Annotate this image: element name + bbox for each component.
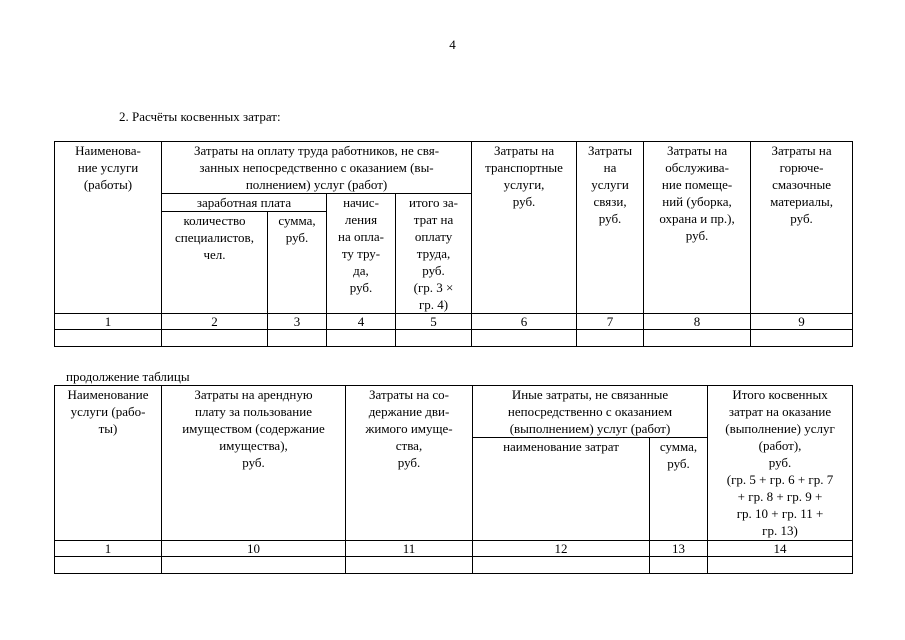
header-accruals: начис- ления на опла- ту тру- да, руб. xyxy=(327,194,396,314)
header-labor-total: итого за- трат на оплату труда, руб. (гр. 3 × гр. 4) xyxy=(396,194,472,314)
header-service-name: Наименова- ние услуги (работы) xyxy=(55,142,162,314)
header-labor-costs: Затраты на оплату труда работников, не свя- занных непосредственно с оказанием (вы- полнением) услуг (работ) xyxy=(162,142,472,194)
table-row xyxy=(55,557,853,574)
column-number: 11 xyxy=(346,541,473,557)
header-salary: заработная плата xyxy=(162,194,327,212)
empty-cell[interactable] xyxy=(162,330,268,347)
indirect-costs-table-continued xyxy=(54,385,853,574)
empty-cell[interactable] xyxy=(708,557,853,574)
header-service-name: Наименование услуги (рабо- ты) xyxy=(55,386,162,541)
header-transport: Затраты на транспортные услуги, руб. xyxy=(472,142,577,314)
column-number: 2 xyxy=(162,314,268,330)
page-number: 4 xyxy=(449,37,456,52)
empty-cell[interactable] xyxy=(162,557,346,574)
header-maintenance: Затраты на обслужива- ние помеще- ний (уборка, охрана и пр.), руб. xyxy=(644,142,751,314)
section-title: 2. Расчёты косвенных затрат: xyxy=(119,109,281,124)
header-movable-property: Затраты на со- держание дви- жимого имуще- ства, руб. xyxy=(346,386,473,541)
header-communication: Затраты на услуги связи, руб. xyxy=(577,142,644,314)
header-other-costs-sum: сумма, руб. xyxy=(650,438,708,541)
empty-cell[interactable] xyxy=(268,330,327,347)
column-number: 4 xyxy=(327,314,396,330)
column-number: 14 xyxy=(708,541,853,557)
empty-cell[interactable] xyxy=(346,557,473,574)
column-numbers-row xyxy=(55,314,853,330)
empty-cell[interactable] xyxy=(472,330,577,347)
header-total-indirect: Итого косвенных затрат на оказание (выполнение) услуг (работ), руб. (гр. 5 + гр. 6 + гр. 7 + гр. 8 + гр. 9 + гр. 10 + гр. 11 + гр. 13) xyxy=(708,386,853,541)
column-number: 1 xyxy=(55,314,162,330)
column-number: 6 xyxy=(472,314,577,330)
header-fuel: Затраты на горюче- смазочные материалы, руб. xyxy=(751,142,853,314)
header-salary-sum: сумма, руб. xyxy=(268,212,327,314)
empty-cell[interactable] xyxy=(650,557,708,574)
column-number: 12 xyxy=(473,541,650,557)
column-number: 7 xyxy=(577,314,644,330)
empty-cell[interactable] xyxy=(55,557,162,574)
header-other-costs-name: наименование затрат xyxy=(473,438,650,541)
indirect-costs-table xyxy=(54,141,853,347)
empty-cell[interactable] xyxy=(644,330,751,347)
column-number: 8 xyxy=(644,314,751,330)
column-number: 9 xyxy=(751,314,853,330)
header-other-costs: Иные затраты, не связанные непосредственно с оказанием (выполнением) услуг (работ) xyxy=(473,386,708,438)
column-number: 5 xyxy=(396,314,472,330)
empty-cell[interactable] xyxy=(55,330,162,347)
empty-cell[interactable] xyxy=(751,330,853,347)
column-numbers-row xyxy=(55,541,853,557)
empty-cell[interactable] xyxy=(327,330,396,347)
empty-cell[interactable] xyxy=(396,330,472,347)
column-number: 13 xyxy=(650,541,708,557)
column-number: 3 xyxy=(268,314,327,330)
table-row xyxy=(55,330,853,347)
column-number: 1 xyxy=(55,541,162,557)
column-number: 10 xyxy=(162,541,346,557)
header-specialists-count: количество специалистов, чел. xyxy=(162,212,268,314)
empty-cell[interactable] xyxy=(473,557,650,574)
continuation-label: продолжение таблицы xyxy=(66,369,190,384)
empty-cell[interactable] xyxy=(577,330,644,347)
header-rent: Затраты на арендную плату за пользование имуществом (содержание имущества), руб. xyxy=(162,386,346,541)
